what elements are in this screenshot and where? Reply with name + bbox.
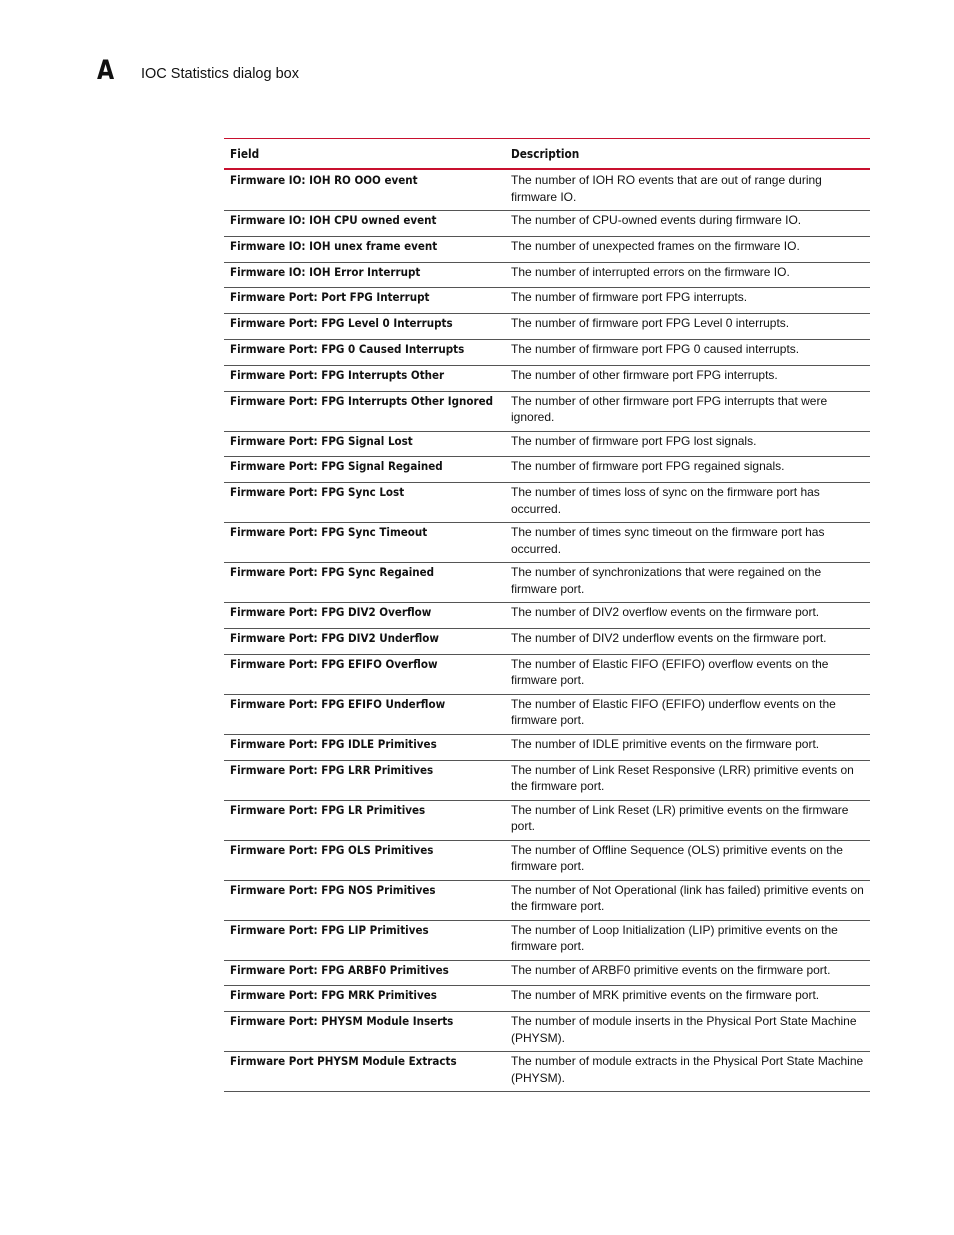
field-name: Firmware Port: FPG EFIFO Overflow [230, 656, 438, 671]
description-cell: The number of ARBF0 primitive events on the firmware port. [505, 960, 870, 986]
description-cell: The number of Link Reset Responsive (LRR) primitive events on the firmware port. [505, 760, 870, 800]
table-row [224, 457, 870, 483]
field-cell [224, 1012, 505, 1052]
field-name: Firmware Port: FPG Interrupts Other [230, 367, 445, 382]
field-name: Firmware Port: FPG DIV2 Underflow [230, 630, 439, 645]
description-cell: The number of other firmware port FPG interrupts. [505, 365, 870, 391]
table-row [224, 694, 870, 734]
field-cell [224, 694, 505, 734]
description-cell: The number of firmware port FPG lost signals. [505, 431, 870, 457]
description-cell: The number of IOH RO events that are out of range during firmware IO. [505, 169, 870, 211]
table-row [224, 288, 870, 314]
column-header-description [505, 139, 870, 170]
field-cell [224, 523, 505, 563]
table-row [224, 314, 870, 340]
table-row [224, 840, 870, 880]
appendix-letter: A [97, 55, 115, 86]
field-name: Firmware Port: FPG Interrupts Other Ignored [230, 393, 494, 408]
table-row [224, 986, 870, 1012]
field-cell [224, 391, 505, 431]
field-cell [224, 734, 505, 760]
table-row [224, 236, 870, 262]
field-name: Firmware Port: Port FPG Interrupt [230, 290, 430, 305]
table-row [224, 169, 870, 211]
description-cell: The number of Elastic FIFO (EFIFO) overflow events on the firmware port. [505, 654, 870, 694]
field-name: Firmware Port: FPG LR Primitives [230, 802, 426, 817]
description-cell: The number of MRK primitive events on the firmware port. [505, 986, 870, 1012]
description-cell: The number of other firmware port FPG interrupts that were ignored. [505, 391, 870, 431]
description-cell: The number of DIV2 underflow events on the firmware port. [505, 628, 870, 654]
table-row [224, 760, 870, 800]
field-name: Firmware IO: IOH RO OOO event [230, 173, 418, 187]
description-cell: The number of DIV2 overflow events on the firmware port. [505, 603, 870, 629]
field-name: Firmware Port: FPG NOS Primitives [230, 882, 436, 897]
table-row [224, 391, 870, 431]
table-row [224, 734, 870, 760]
description-cell: The number of interrupted errors on the firmware IO. [505, 262, 870, 288]
description-cell: The number of times sync timeout on the firmware port has occurred. [505, 523, 870, 563]
field-cell [224, 760, 505, 800]
field-name: Firmware Port: FPG MRK Primitives [230, 988, 437, 1003]
table-row [224, 800, 870, 840]
table-row [224, 920, 870, 960]
table-row [224, 628, 870, 654]
description-cell: The number of Elastic FIFO (EFIFO) underflow events on the firmware port. [505, 694, 870, 734]
field-name: Firmware Port: FPG Sync Regained [230, 565, 435, 580]
description-cell: The number of unexpected frames on the firmware IO. [505, 236, 870, 262]
column-header-field [224, 139, 505, 170]
field-name: Firmware Port: FPG Signal Regained [230, 459, 443, 474]
description-cell: The number of Link Reset (LR) primitive events on the firmware port. [505, 800, 870, 840]
table-row [224, 262, 870, 288]
field-cell [224, 314, 505, 340]
description-cell: The number of firmware port FPG Level 0 interrupts. [505, 314, 870, 340]
column-header-description-label: Description [511, 146, 580, 161]
table-row [224, 483, 870, 523]
field-name: Firmware IO: IOH unex frame event [230, 238, 438, 253]
description-cell: The number of CPU-owned events during firmware IO. [505, 211, 870, 237]
description-cell: The number of Loop Initialization (LIP) primitive events on the firmware port. [505, 920, 870, 960]
field-cell [224, 960, 505, 986]
table-body [224, 169, 870, 1092]
field-cell [224, 211, 505, 237]
description-cell: The number of firmware port FPG regained signals. [505, 457, 870, 483]
description-cell: The number of IDLE primitive events on the firmware port. [505, 734, 870, 760]
page-header-title: IOC Statistics dialog box [141, 66, 299, 82]
field-cell [224, 431, 505, 457]
field-name: Firmware Port: PHYSM Module Inserts [230, 1014, 454, 1029]
description-cell: The number of synchronizations that were regained on the firmware port. [505, 563, 870, 603]
field-name: Firmware Port: FPG LRR Primitives [230, 762, 434, 777]
table-row [224, 339, 870, 365]
field-cell [224, 920, 505, 960]
table-row [224, 365, 870, 391]
field-cell [224, 800, 505, 840]
field-name: Firmware Port: FPG LIP Primitives [230, 922, 429, 937]
field-cell [224, 483, 505, 523]
field-cell [224, 628, 505, 654]
field-cell [224, 262, 505, 288]
field-cell [224, 1052, 505, 1092]
description-cell: The number of times loss of sync on the firmware port has occurred. [505, 483, 870, 523]
field-name: Firmware Port: FPG DIV2 Overflow [230, 605, 432, 620]
field-cell [224, 169, 505, 211]
field-cell [224, 236, 505, 262]
table-row [224, 563, 870, 603]
table-row [224, 1052, 870, 1092]
statistics-table [224, 138, 870, 1092]
field-name: Firmware Port PHYSM Module Extracts [230, 1054, 457, 1069]
description-cell: The number of firmware port FPG 0 caused interrupts. [505, 339, 870, 365]
field-cell [224, 457, 505, 483]
description-cell: The number of module extracts in the Physical Port State Machine (PHYSM). [505, 1052, 870, 1092]
field-cell [224, 365, 505, 391]
field-name: Firmware Port: FPG ARBF0 Primitives [230, 962, 449, 977]
description-cell: The number of Offline Sequence (OLS) primitive events on the firmware port. [505, 840, 870, 880]
field-cell [224, 654, 505, 694]
table-row [224, 431, 870, 457]
field-cell [224, 986, 505, 1012]
field-cell [224, 563, 505, 603]
field-name: Firmware Port: FPG IDLE Primitives [230, 736, 437, 751]
field-cell [224, 288, 505, 314]
description-cell: The number of Not Operational (link has failed) primitive events on the firmware port. [505, 880, 870, 920]
table-header-row [224, 139, 870, 170]
field-name: Firmware IO: IOH CPU owned event [230, 213, 437, 227]
field-name: Firmware IO: IOH Error Interrupt [230, 264, 421, 279]
field-name: Firmware Port: FPG Sync Timeout [230, 525, 428, 540]
table-row [224, 523, 870, 563]
field-name: Firmware Port: FPG Signal Lost [230, 433, 413, 448]
table-row [224, 1012, 870, 1052]
field-name: Firmware Port: FPG Level 0 Interrupts [230, 316, 453, 331]
field-cell [224, 339, 505, 365]
field-cell [224, 603, 505, 629]
table-row [224, 603, 870, 629]
table-row [224, 960, 870, 986]
table-row [224, 211, 870, 237]
description-cell: The number of module inserts in the Physical Port State Machine (PHYSM). [505, 1012, 870, 1052]
field-name: Firmware Port: FPG OLS Primitives [230, 842, 434, 857]
statistics-table-container [224, 138, 870, 1092]
table-row [224, 654, 870, 694]
description-cell: The number of firmware port FPG interrupts. [505, 288, 870, 314]
table-row [224, 880, 870, 920]
field-name: Firmware Port: FPG EFIFO Underflow [230, 696, 446, 711]
field-name: Firmware Port: FPG Sync Lost [230, 485, 405, 500]
field-cell [224, 880, 505, 920]
column-header-field-label: Field [230, 146, 260, 161]
field-cell [224, 840, 505, 880]
field-name: Firmware Port: FPG 0 Caused Interrupts [230, 341, 465, 356]
